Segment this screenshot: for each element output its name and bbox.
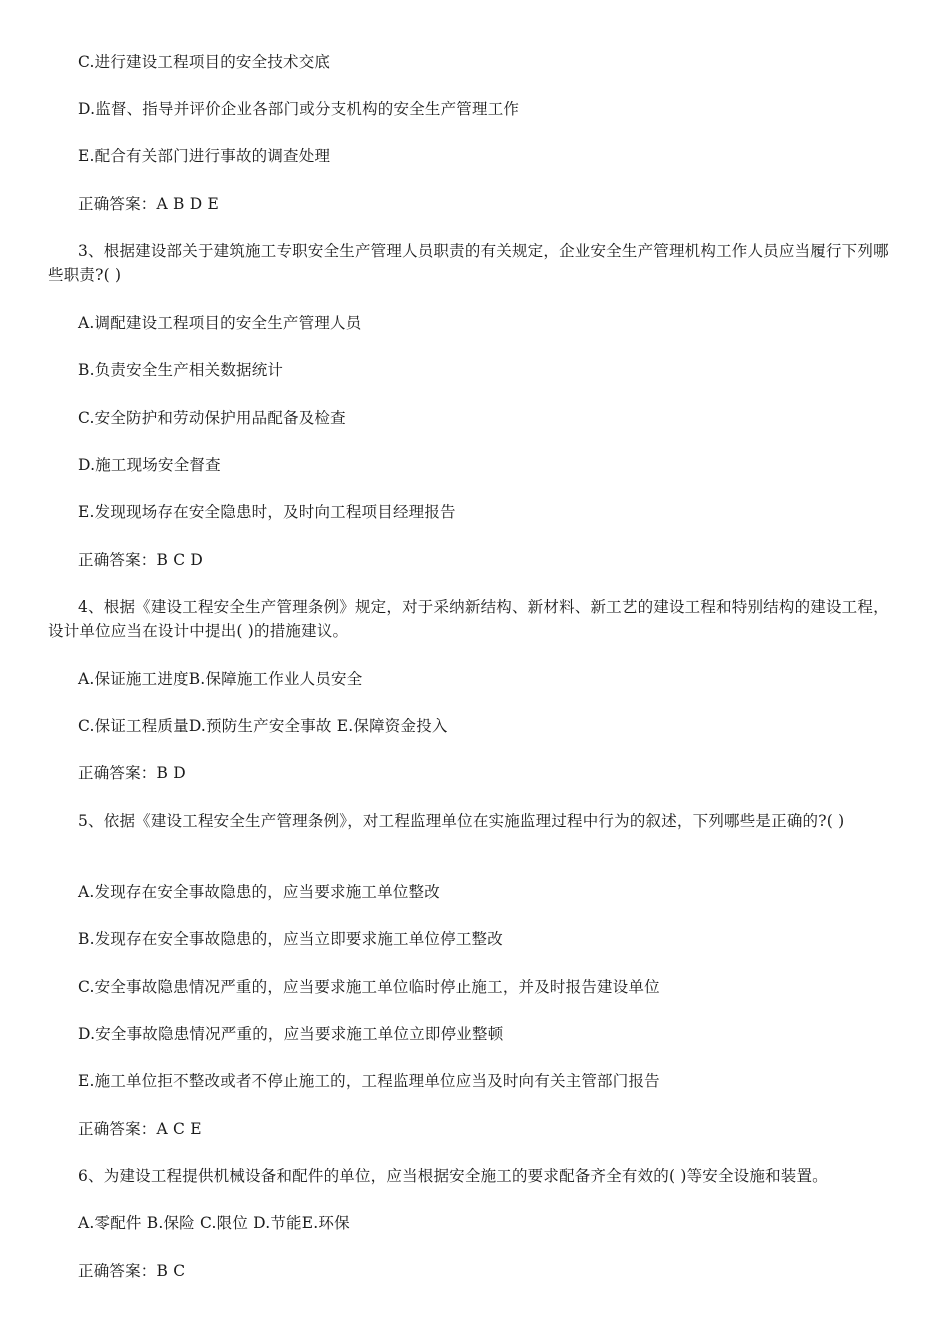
q2-option-c: C.进行建设工程项目的安全技术交底: [78, 53, 331, 71]
q6-options: A.零配件 B.保险 C.限位 D.节能E.环保: [78, 1214, 350, 1232]
q3-question: 3、根据建设部关于建筑施工专职安全生产管理人员职责的有关规定，企业安全生产管理机构工作人员应当履行下列哪些职责?( ): [48, 242, 889, 284]
q5-option-a: A.发现存在安全事故隐患的，应当要求施工单位整改: [78, 883, 440, 901]
q3-answer: 正确答案：B C D: [78, 551, 204, 569]
q5-option-e: E.施工单位拒不整改或者不停止施工的，工程监理单位应当及时向有关主管部门报告: [78, 1072, 660, 1090]
q5-answer: 正确答案：A C E: [78, 1120, 202, 1138]
q5-option-d: D.安全事故隐患情况严重的，应当要求施工单位立即停业整顿: [78, 1025, 504, 1043]
q5-option-b: B.发现存在安全事故隐患的，应当立即要求施工单位停工整改: [78, 930, 503, 948]
q4-option-ab: A.保证施工进度B.保障施工作业人员安全: [78, 670, 363, 688]
q5-question: 5、依据《建设工程安全生产管理条例》，对工程监理单位在实施监理过程中行为的叙述，下列哪些是正确的?( ): [78, 812, 845, 830]
q3-option-a: A.调配建设工程项目的安全生产管理人员: [78, 314, 362, 332]
q4-answer: 正确答案：B D: [78, 764, 186, 782]
q2-option-e: E.配合有关部门进行事故的调查处理: [78, 147, 331, 165]
q3-option-c: C.安全防护和劳动保护用品配备及检查: [78, 409, 346, 427]
q2-answer: 正确答案：A B D E: [78, 195, 220, 213]
q3-option-d: D.施工现场安全督查: [78, 456, 221, 474]
q4-option-cde: C.保证工程质量D.预防生产安全事故 E.保障资金投入: [78, 717, 448, 735]
q6-answer: 正确答案：B C: [78, 1262, 186, 1280]
q5-option-c: C.安全事故隐患情况严重的，应当要求施工单位临时停止施工，并及时报告建设单位: [78, 978, 660, 996]
q3-option-b: B.负责安全生产相关数据统计: [78, 361, 284, 379]
q3-option-e: E.发现现场存在安全隐患时，及时向工程项目经理报告: [78, 503, 456, 521]
q4-question: 4、根据《建设工程安全生产管理条例》规定，对于采纳新结构、新材料、新工艺的建设工程和特别结构的建设工程，设计单位应当在设计中提出( )的措施建议。: [48, 598, 889, 640]
q6-question: 6、为建设工程提供机械设备和配件的单位，应当根据安全施工的要求配备齐全有效的( )等安全设施和装置。: [78, 1167, 828, 1185]
q2-option-d: D.监督、指导并评价企业各部门或分支机构的安全生产管理工作: [78, 100, 520, 118]
